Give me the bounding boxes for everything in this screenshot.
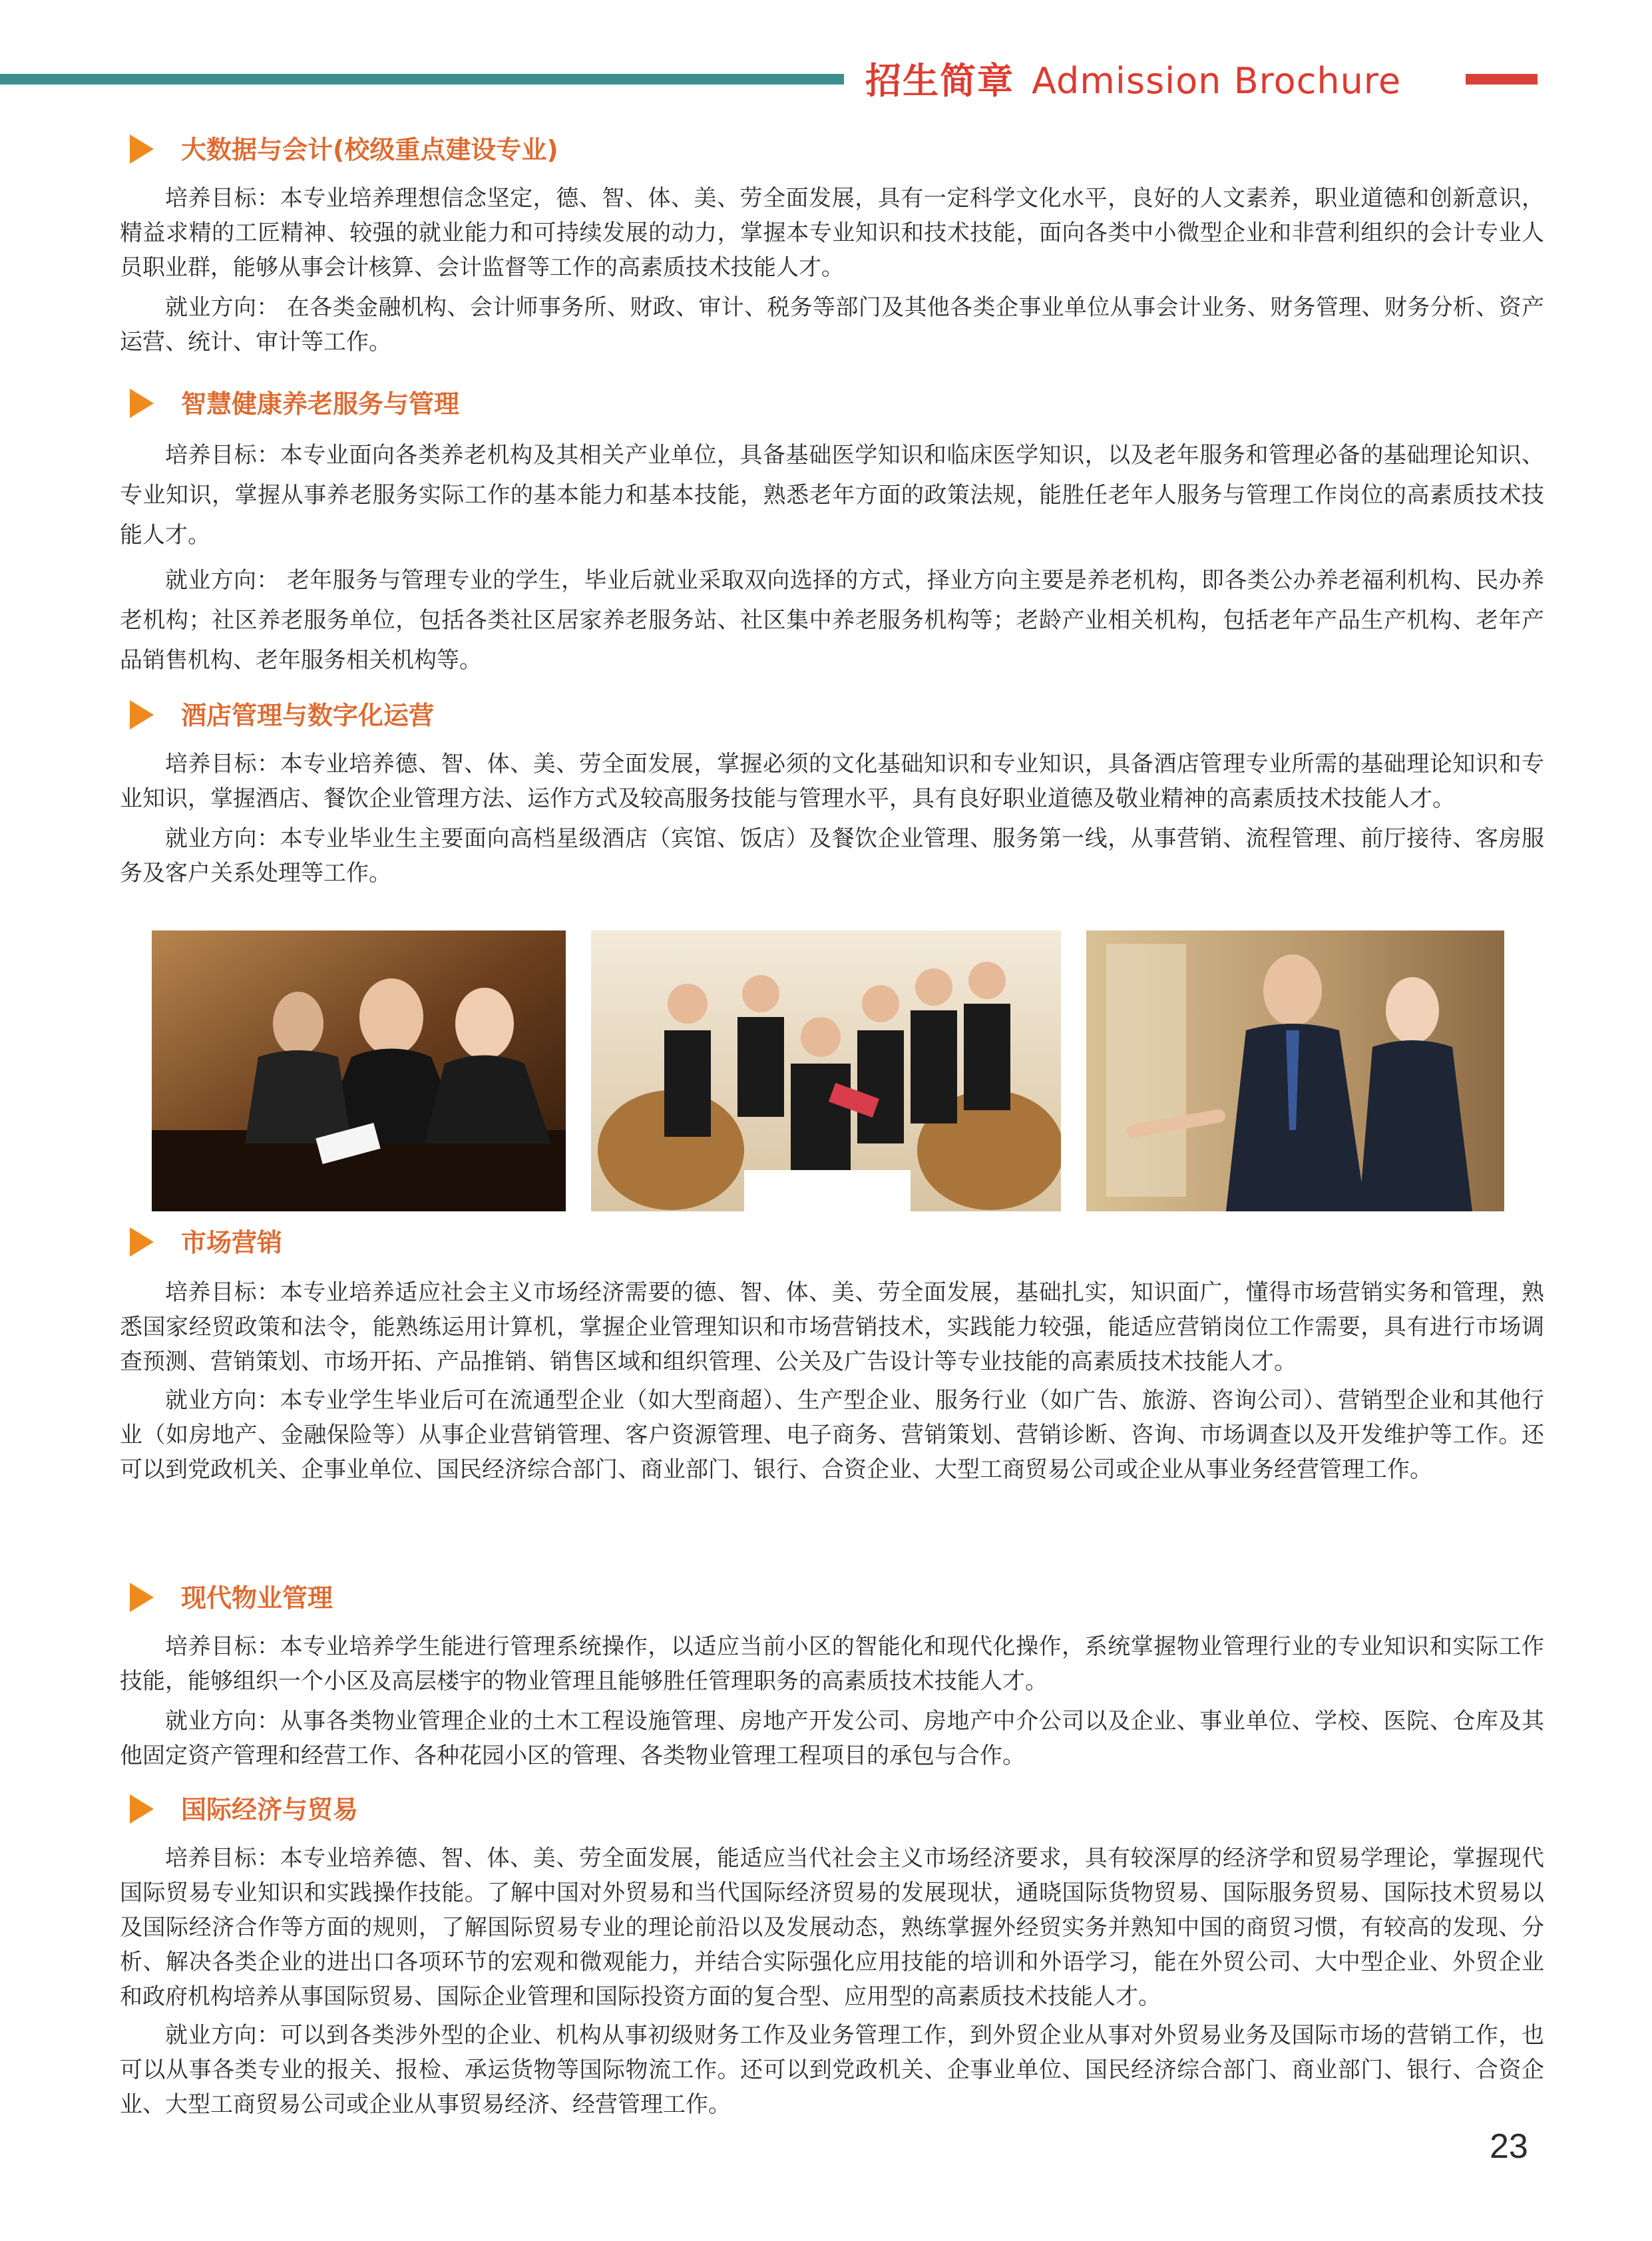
employment-text: 就业方向：本专业学生毕业后可在流通型企业（如大型商超）、生产型企业、服务行业（如广告、旅游、咨询公司）、营销型企业和其他行业（如房地产、金融保险等）从事企业营销管理、客户资源管理、电子商务、营销策划、营销诊断、咨询、市场调查以及开发维护等工作。还可以到党政机关、企事业单位、国民经济综合部门、商业部门、银行、合资企业、大型工商贸易公司或企业从事业务经营管理工作。 [120, 1387, 1544, 1483]
bullet-triangle-icon [130, 1583, 154, 1612]
training-goal-text: 培养目标：本专业培养德、智、体、美、劳全面发展，能适应当代社会主义市场经济要求，具有较深厚的经济学和贸易学理论，掌握现代国际贸易专业知识和实践操作技能。了解中国对外贸易和当代国际经济贸易的发展现状，通晓国际货物贸易、国际服务贸易、国际技术贸易以及国际经济合作等方面的规则，了解国际贸易专业的理论前沿以及发展动态，熟练掌握外经贸实务并熟知中国的商贸习惯，有较高的发现、分析、解决各类企业的进出口各项环节的宏观和微观能力，并结合实际强化应用技能的培训和外语学习，能在外贸公司、大中型企业、外贸企业和政府机构培养从事国际贸易、国际企业管理和国际投资方面的复合型、应用型的高素质技术技能人才。 [120, 1845, 1544, 2010]
header-rule-right [1466, 74, 1538, 85]
section-heading [120, 1786, 1544, 1833]
photo-restaurant-service-team [591, 930, 1061, 1211]
section-hotel-management [120, 692, 1544, 891]
bullet-triangle-icon [130, 1227, 154, 1257]
section-title: 国际经济与贸易 [181, 1795, 359, 1824]
section-title: 酒店管理与数字化运营 [181, 701, 435, 730]
section-heading [120, 381, 1544, 427]
photo-front-desk-reception [152, 930, 566, 1211]
training-goal-text: 培养目标：本专业培养适应社会主义市场经济需要的德、智、体、美、劳全面发展，基础扎实，知识面广，懂得市场营销实务和管理，熟悉国家经贸政策和法令，能熟练运用计算机，掌握企业管理知识和市场营销技术，实践能力较强，能适应营销岗位工作需要，具有进行市场调查预测、营销策划、市场开拓、产品推销、销售区域和组织管理、公关及广告设计等专业技能的高素质技术技能人才。 [120, 1279, 1544, 1375]
page-header [865, 55, 1401, 108]
section-heading [120, 1219, 1544, 1266]
employment-text: 就业方向：本专业毕业生主要面向高档星级酒店（宾馆、饭店）及餐饮企业管理、服务第一线，从事营销、流程管理、前厅接待、客房服务及客户关系处理等工作。 [120, 825, 1544, 887]
section-elderly-care [120, 381, 1544, 680]
section-heading [120, 1575, 1544, 1621]
employment-text: 就业方向： 在各类金融机构、会计师事务所、财政、审计、税务等部门及其他各类企事业单位从事会计业务、财务管理、财务分析、资产运营、统计、审计等工作。 [120, 294, 1544, 355]
employment-text: 就业方向： 老年服务与管理专业的学生，毕业后就业采取双向选择的方式，择业方向主要是养老机构，即各类公办养老福利机构、民办养老机构；社区养老服务单位，包括各类社区居家养老服务站、社区集中养老服务机构等；老龄产业相关机构，包括老年产品生产机构、老年产品销售机构、老年服务相关机构等。 [120, 567, 1544, 674]
training-goal-text: 培养目标：本专业面向各类养老机构及其相关产业单位，具备基础医学知识和临床医学知识，以及老年服务和管理必备的基础理论知识、专业知识，掌握从事养老服务实际工作的基本能力和基本技能，熟悉老年方面的政策法规，能胜任老年人服务与管理工作岗位的高素质技术技能人才。 [120, 442, 1544, 548]
section-property-management [120, 1575, 1544, 1773]
training-goal-text: 培养目标：本专业培养理想信念坚定，德、智、体、美、劳全面发展，具有一定科学文化水平，良好的人文素养，职业道德和创新意识，精益求精的工匠精神、较强的就业能力和可持续发展的动力，掌握本专业知识和技术技能，面向各类中小微型企业和非营利组织的会计专业人员职业群，能够从事会计核算、会计监督等工作的高素质技术技能人才。 [120, 185, 1544, 281]
section-marketing [120, 1219, 1544, 1487]
photo-welcome-staff [1086, 930, 1504, 1211]
header-title-en: Admission Brochure [1032, 60, 1402, 102]
bullet-triangle-icon [130, 1794, 154, 1824]
bullet-triangle-icon [130, 134, 154, 164]
bullet-triangle-icon [130, 700, 154, 729]
section-heading [120, 692, 1544, 739]
section-title: 智慧健康养老服务与管理 [181, 389, 460, 419]
employment-text: 就业方向：从事各类物业管理企业的土木工程设施管理、房地产开发公司、房地产中介公司以及企业、事业单位、学校、医院、仓库及其他固定资产管理和经营工作、各种花园小区的管理、各类物业管理工程项目的承包与合作。 [120, 1708, 1544, 1769]
section-international-trade [120, 1786, 1544, 2122]
section-title: 市场营销 [181, 1228, 283, 1257]
page-number: 23 [1490, 2127, 1528, 2166]
header-title-cn: 招生简章 [865, 60, 1014, 102]
header-rule-left [0, 74, 844, 85]
training-goal-text: 培养目标：本专业培养学生能进行管理系统操作，以适应当前小区的智能化和现代化操作，系统掌握物业管理行业的专业知识和实际工作技能，能够组织一个小区及高层楼宇的物业管理且能够胜任管理职务的高素质技术技能人才。 [120, 1633, 1544, 1695]
employment-text: 就业方向：可以到各类涉外型的企业、机构从事初级财务工作及业务管理工作，到外贸企业从事对外贸易业务及国际市场的营销工作，也可以从事各类专业的报关、报检、承运货物等国际物流工作。还可以到党政机关、企事业单位、国民经济综合部门、商业部门、银行、合资企业、大型工商贸易公司或企业从事贸易经济、经营管理工作。 [120, 2022, 1544, 2118]
section-title: 大数据与会计(校级重点建设专业) [181, 135, 558, 164]
training-goal-text: 培养目标：本专业培养德、智、体、美、劳全面发展，掌握必须的文化基础知识和专业知识，具备酒店管理专业所需的基础理论知识和专业知识，掌握酒店、餐饮企业管理方法、运作方式及较高服务技能与管理水平，具有良好职业道德及敬业精神的高素质技术技能人才。 [120, 751, 1544, 812]
section-title: 现代物业管理 [181, 1583, 333, 1613]
section-heading [120, 126, 1544, 173]
bullet-triangle-icon [130, 389, 154, 418]
section-big-data-accounting [120, 126, 1544, 359]
